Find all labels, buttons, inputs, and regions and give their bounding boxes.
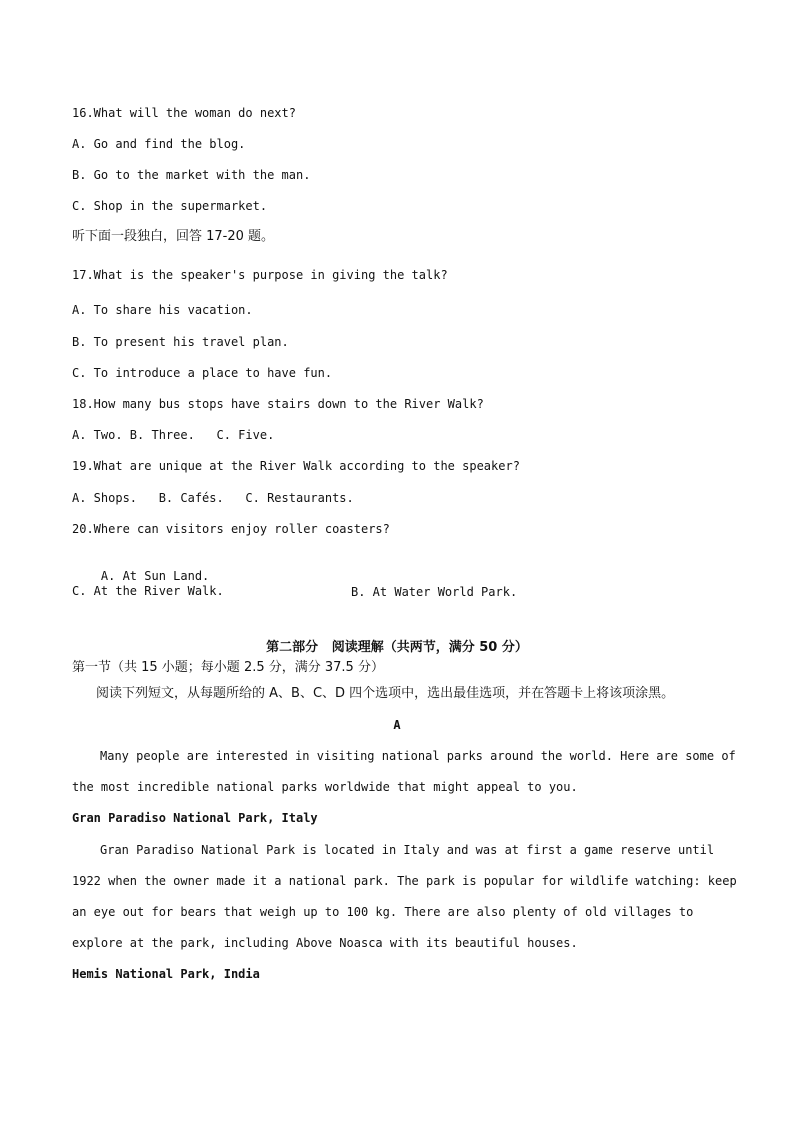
monologue-instruction: 听下面一段独白，回答 17-20 题。 (72, 229, 275, 244)
park1-line-1: Gran Paradiso National Park is located in Italy and was at first a game reserve until (100, 843, 715, 857)
reading-section-title: 第一节（共 15 小题；每小题 2.5 分，满分 37.5 分） (72, 660, 384, 675)
question-19: 19.What are unique at the River Walk according to the speaker? (72, 459, 520, 473)
park1-line-4: explore at the park, including Above Noasca with its beautiful houses. (72, 936, 578, 950)
park-heading-hemis: Hemis National Park, India (72, 967, 260, 981)
passage-intro-line-2: the most incredible national parks worldwide that might appeal to you. (72, 780, 578, 794)
q17-option-b: B. To present his travel plan. (72, 335, 289, 349)
passage-label: A (393, 718, 401, 732)
q16-option-b: B. Go to the market with the man. (72, 168, 311, 182)
q19-options: A. Shops. B. Cafés. C. Restaurants. (72, 491, 354, 505)
q20-option-a: A. At Sun Land. (100, 569, 210, 583)
q17-option-c: C. To introduce a place to have fun. (72, 366, 333, 380)
park1-line-3: an eye out for bears that weigh up to 100 kg. There are also plenty of old villages to (72, 905, 694, 919)
question-20: 20.Where can visitors enjoy roller coasters? (72, 522, 390, 536)
reading-instruction: 阅读下列短文，从每题所给的 A、B、C、D 四个选项中，选出最佳选项，并在答题卡上将该项涂黑。 (96, 686, 675, 701)
q17-option-a: A. To share his vacation. (72, 303, 253, 317)
question-18: 18.How many bus stops have stairs down to the River Walk? (72, 397, 484, 411)
question-16: 16.What will the woman do next? (72, 106, 296, 120)
q16-option-c: C. Shop in the supermarket. (72, 199, 268, 213)
park1-line-2: 1922 when the owner made it a national park. The park is popular for wildlife watching: keep (72, 874, 737, 888)
q20-option-c: C. At the River Walk. (72, 584, 224, 598)
passage-intro-line-1: Many people are interested in visiting national parks around the world. Here are some of (100, 749, 736, 763)
park-heading-gran-paradiso: Gran Paradiso National Park, Italy (72, 811, 318, 825)
reading-part-title: 第二部分 阅读理解（共两节，满分 50 分） (266, 640, 528, 655)
question-17: 17.What is the speaker's purpose in giving the talk? (72, 268, 448, 282)
q18-options: A. Two. B. Three. C. Five. (72, 428, 275, 442)
q20-option-b: B. At Water World Park. (351, 585, 518, 599)
q16-option-a: A. Go and find the blog. (72, 137, 246, 151)
